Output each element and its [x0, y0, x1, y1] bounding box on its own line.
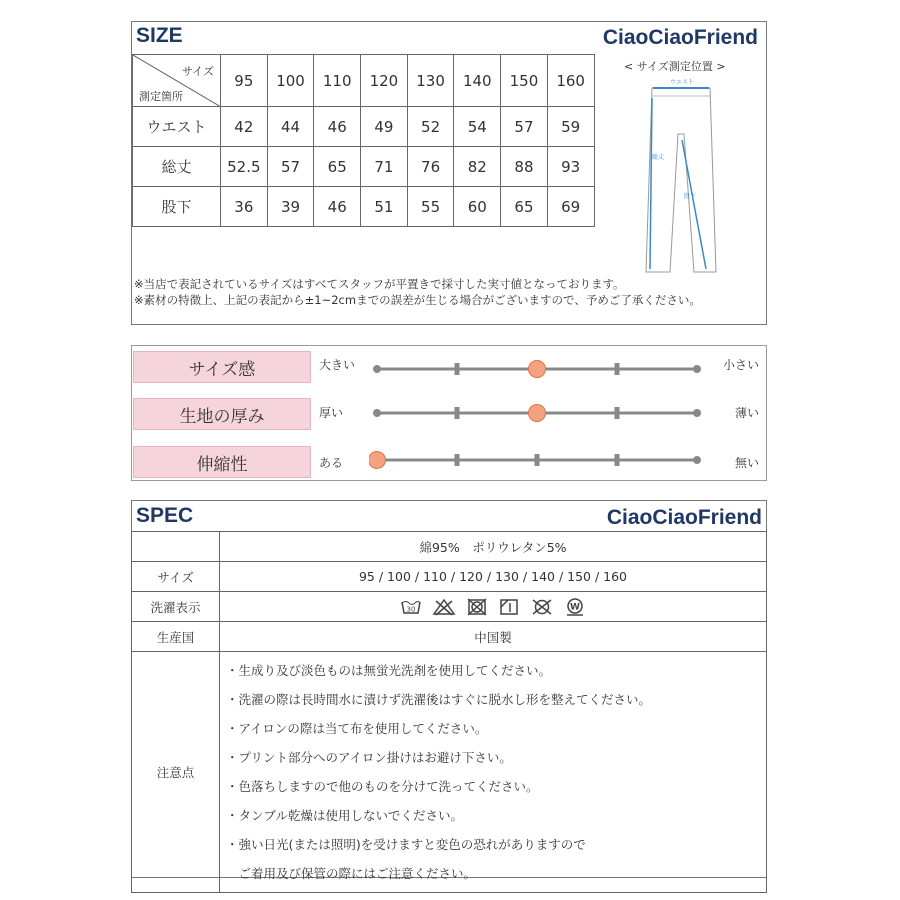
scale-tick: [535, 454, 540, 466]
table-cell: 44: [267, 107, 314, 147]
caution-value: [220, 652, 767, 893]
table-row: [133, 147, 595, 187]
size-col-header: 140: [454, 55, 501, 107]
wet-clean-label: W: [570, 602, 580, 612]
size-col-header: 120: [361, 55, 408, 107]
size-notes: [134, 276, 701, 308]
caution-key: 注意点: [132, 652, 220, 893]
scale-end-dot: [693, 409, 701, 417]
size-key: サイズ: [132, 562, 220, 592]
corner-size-label: サイズ: [181, 65, 214, 78]
list-item: ・アイロンの際は当て布を使用してください。: [226, 721, 488, 736]
size-panel: [131, 21, 767, 325]
scale-tick: [455, 407, 460, 419]
size-col-header: 160: [547, 55, 594, 107]
scale-end-dot: [373, 365, 381, 373]
list-item: ・色落ちしますので他のものを分けて洗ってください。: [226, 779, 539, 794]
table-cell: 49: [361, 107, 408, 147]
table-cell: 76: [407, 147, 454, 187]
table-cell: 39: [267, 187, 314, 227]
scale-tick: [615, 407, 620, 419]
care-icons: [400, 598, 586, 616]
feel-right-text: 小さい: [722, 358, 759, 372]
scale-end-dot: [693, 456, 701, 464]
table-row: [133, 107, 595, 147]
spec-panel: [131, 500, 767, 881]
spec-row-origin: [132, 622, 767, 652]
spec-title: SPEC: [136, 504, 194, 527]
material-value: 綿95% ポリウレタン5%: [220, 532, 767, 562]
list-item: ・洗濯の際は長時間水に漬けず洗濯後はすぐに脱水し形を整えてください。: [226, 692, 652, 707]
row-label-waist: ウエスト: [133, 107, 221, 147]
list-item: ・タンブル乾燥は使用しないでください。: [226, 808, 464, 823]
scale-tick: [615, 363, 620, 375]
feel-label: サイズ感: [133, 351, 311, 383]
scale-marker: [369, 452, 386, 469]
table-cell: 57: [501, 107, 548, 147]
table-cell: 46: [314, 107, 361, 147]
inseam-label: 股下: [684, 193, 697, 200]
feel-right-text: 無い: [734, 456, 759, 470]
feel-scale: [369, 403, 709, 423]
table-cell: 88: [501, 147, 548, 187]
no-bleach-icon: [432, 598, 456, 616]
table-cell: 55: [407, 187, 454, 227]
scale-end-dot: [693, 365, 701, 373]
size-col-header: 110: [314, 55, 361, 107]
table-row: [133, 187, 595, 227]
table-cell: 51: [361, 187, 408, 227]
scale-marker: [529, 405, 546, 422]
origin-value: 中国製: [220, 622, 767, 652]
scale-tick: [455, 363, 460, 375]
size-corner-cell: [133, 55, 221, 107]
caution-list: [220, 652, 766, 892]
wet-clean-icon: [564, 598, 586, 616]
measure-position-title: < サイズ測定位置 >: [624, 60, 726, 73]
table-cell: 36: [221, 187, 268, 227]
size-brand: CiaoCiaoFriend: [602, 26, 758, 49]
spec-row-material: [132, 532, 767, 562]
note-line: ※素材の特徴上、上記の表記から±1~2cmまでの誤差が生じる場合がございますので、予めご了承ください。: [134, 293, 701, 307]
feel-left-text: ある: [319, 456, 344, 470]
table-cell: 65: [314, 147, 361, 187]
no-dry-clean-icon: [530, 598, 554, 616]
feel-row-stretch: [131, 446, 767, 486]
wash-key: 洗濯表示: [132, 592, 220, 622]
size-col-header: 95: [221, 55, 268, 107]
size-col-header: 100: [267, 55, 314, 107]
table-cell: 60: [454, 187, 501, 227]
list-item: ・プリント部分へのアイロン掛けはお避け下さい。: [226, 750, 512, 765]
note-line: ※当店で表記されているサイズはすべてスタッフが平置きで採寸した実寸値となっております。: [134, 277, 625, 291]
table-cell: 52.5: [221, 147, 268, 187]
list-item: ・生成り及び淡色ものは無蛍光洗剤を使用してください。: [226, 663, 552, 678]
list-item: ・強い日光(または照明)を受けますと変色の恐れがありますので: [226, 837, 586, 852]
list-item: ご着用及び保管の際にはご注意ください。: [226, 866, 477, 881]
waist-label: ウエスト: [670, 79, 695, 86]
size-col-header: 150: [501, 55, 548, 107]
feel-scale: [369, 359, 709, 379]
length-label: 総丈: [652, 154, 665, 161]
table-cell: 52: [407, 107, 454, 147]
line-dry-shade-icon: [498, 598, 520, 616]
row-label-inseam: 股下: [133, 187, 221, 227]
no-tumble-dry-icon: [466, 598, 488, 616]
size-title: SIZE: [136, 24, 183, 47]
feel-row-thickness: [131, 398, 767, 438]
feel-label: 伸縮性: [133, 446, 311, 478]
table-cell: 82: [454, 147, 501, 187]
spec-table: [131, 531, 767, 893]
table-cell: 59: [547, 107, 594, 147]
size-value: 95 / 100 / 110 / 120 / 130 / 140 / 150 / 160: [220, 562, 767, 592]
table-cell: 69: [547, 187, 594, 227]
table-cell: 42: [221, 107, 268, 147]
scale-tick: [615, 454, 620, 466]
row-label-length: 総丈: [133, 147, 221, 187]
wash-temp-label: 30: [406, 605, 416, 613]
table-cell: 46: [314, 187, 361, 227]
table-cell: 71: [361, 147, 408, 187]
spec-row-wash: [132, 592, 767, 622]
wash-icons-cell: [220, 592, 767, 622]
scale-marker: [529, 361, 546, 378]
table-cell: 54: [454, 107, 501, 147]
spec-brand: CiaoCiaoFriend: [606, 506, 762, 529]
size-col-header: 130: [407, 55, 454, 107]
feel-left-text: 厚い: [319, 406, 344, 420]
spec-row-size: [132, 562, 767, 592]
material-key: [132, 532, 220, 562]
scale-end-dot: [373, 409, 381, 417]
spec-row-caution: [132, 652, 767, 893]
table-cell: 57: [267, 147, 314, 187]
size-header-row: [133, 55, 595, 107]
size-table: [132, 54, 595, 227]
corner-point-label: 測定箇所: [139, 90, 183, 103]
feel-scale: [369, 450, 709, 470]
table-cell: 65: [501, 187, 548, 227]
wash-30-icon: [400, 598, 422, 616]
origin-key: 生産国: [132, 622, 220, 652]
table-cell: 93: [547, 147, 594, 187]
scale-tick: [455, 454, 460, 466]
feel-left-text: 大きい: [319, 358, 356, 372]
pants-diagram: [632, 74, 732, 274]
feel-label: 生地の厚み: [133, 398, 311, 430]
feel-row-size: [131, 351, 767, 391]
feel-right-text: 薄い: [734, 406, 759, 420]
